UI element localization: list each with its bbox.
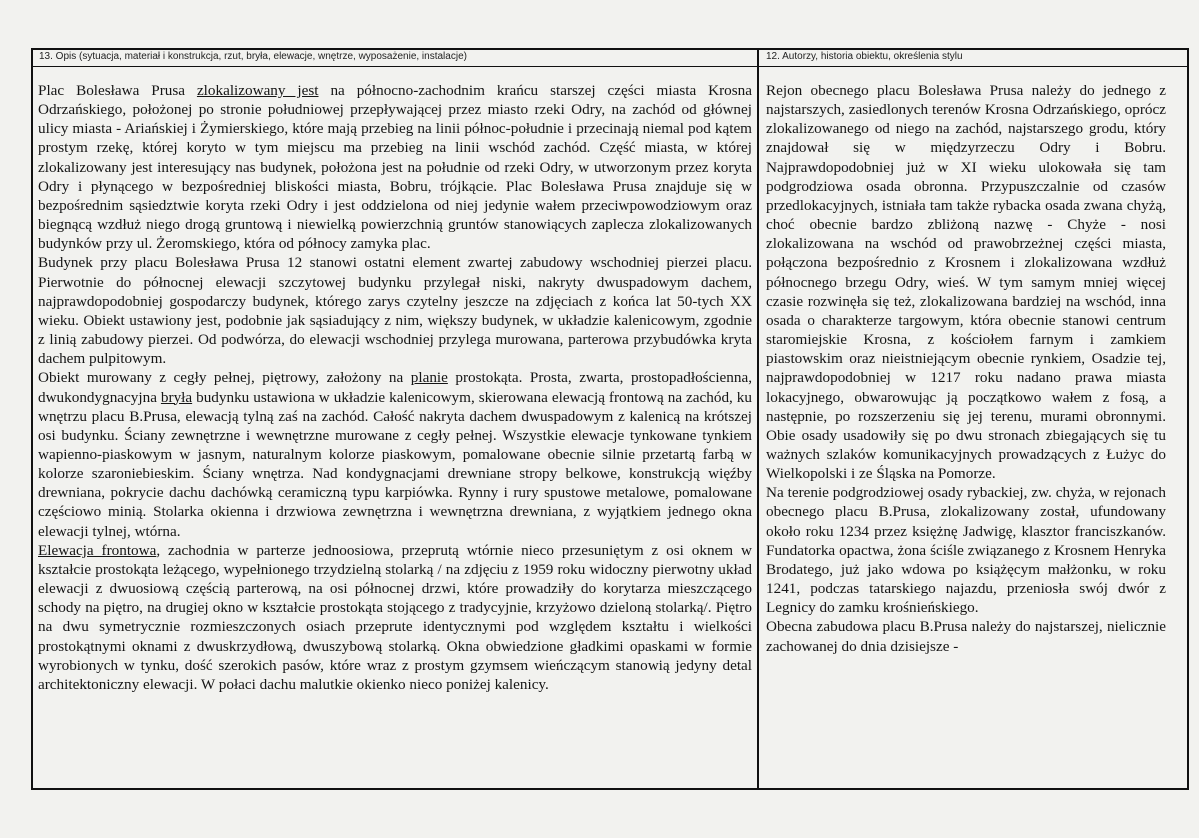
text-run: prostokąta. Prosta, zwarta, prostopadłościenna, dwukondygnacyjna: [38, 369, 753, 406]
description-column: [38, 81, 752, 694]
text-run: Obiekt murowany z cegły pełnej, piętrowy, założony na: [38, 369, 411, 387]
history-paragraph-3: Obecna zabudowa placu B.Prusa należy do najstarszej, nielicznie zachowanej do dnia dzisiejsze -: [766, 618, 1166, 655]
building-paragraph: Budynek przy placu Bolesława Prusa 12 stanowi ostatni element zwartej zabudowy wschodniej pierzei placu. Pierwotnie do północnej elewacji szczytowej budynku przylegał niski, nakryty dwuspadowym dachem, najprawdopodobniej gospodarczy budynek, którego zarys czytelny jeszcze na zdjęciach z końca lat 50-tych XX wieku. Obiekt ustawiony jest, podobnie jak sąsiadujący z nim, większy budynek, w układzie kalenicowym, zgodnie z linią zabudowy pierzei. Od podwórza, do elewacji wschodniej przylega murowana, parterowa przybudówka kryta dachem pulpitowym.: [38, 254, 752, 368]
underlined-term: Elewacja frontowa: [38, 541, 157, 559]
description-section-header: 13. Opis (sytuacja, materiał i konstrukcja, rzut, bryła, elewacje, wnętrze, wyposażenie, instalacje): [39, 51, 467, 62]
header-rule: [33, 66, 1187, 67]
text-run: na północno-zachodnim krańcu starszej części miasta Krosna Odrzańskiego, położonej po stronie południowej przepływającej przez miasto rzeki Odry, na zachód od głównej ulicy miasta - Ariańskiej i Żymierskiego, które mają przebieg na linii północ-południe i przecinają niemal pod kątem prostym rzekę, której koryto w tym miejscu ma przebieg na linii wschód zachód. Część miasta, w której zlokalizowany jest interesujący nas budynek, położona jest na południe od rzeki Odry, w utworzonym przez koryta Odry i płynącego w bezpośredniej bliskości miasta, Bobru, trójkącie. Plac Bolesława Prusa znajduje się w bezpośrednim sąsiedztwie koryta rzeki Odry i jest oddzielona od niej jedynie wałem przeciwpowodziowym oraz biegnącą wzdłuż niego drogą gruntową i niewielką powierzchnią gruntów stanowiących zaplecza zlokalizowanych budynków przy ul. Żeromskiego, która od północy zamyka plac.: [38, 82, 752, 253]
text-run: , zachodnia w parterze jednoosiowa, przeprutą wtórnie nieco przesuniętym z osi oknem w kształcie prostokąta leżącego, wypełnionego trzydzielną stolarką / na zdjęciu z 1959 roku widoczny pierwotny układ elewacji z dwuosiową częścią parterową, na osi północnej drzwi, które prowadziły do korytarza mieszczącego schody na piętro, na drugiej okno w kształcie prostokąta stojącego z tradycyjnie, krzyżowo dzieloną stolarką/. Piętro na dwu symetrycznie rozmieszczonych osiach przeprute identycznymi pod względem kształtu i wielkości prostokątnymi oknami z dwuskrzydłową, dwuszybową stolarką. Okna obwiedzione gładkimi opaskami w formie wyrobionych w tynku, dość szerokich pasów, które wraz z prostym gzymsem wieńczącym stanowią jedyny detal architektoniczny elewacji. W połaci dachu malutkie okienko nieco poniżej kalenicy.: [38, 541, 752, 693]
underlined-term: zlokalizowany jest: [196, 82, 319, 99]
front-elevation-paragraph: [38, 541, 752, 694]
construction-paragraph: [38, 368, 752, 540]
history-paragraph-2: Na terenie podgrodziowej osady rybackiej, zw. chyża, w rejonach obecnego placu B.Prusa, zlokalizowany został, ufundowany około roku 1234 przez księżnę Jadwigę, klasztor franciszkanów. Fundatorka opactwa, żona ściśle związanego z Krosnem Henryka Brodatego, już jako wdowa po książęcym małżonku, w roku 1241, podczas tatarskiego najazdu, przeniosła swój dwór z Legnicy do zamku krośnieńskiego.: [766, 484, 1166, 617]
column-divider: [757, 50, 759, 788]
location-paragraph: [38, 81, 752, 253]
history-paragraph-1: Rejon obecnego placu Bolesława Prusa należy do jednego z najstarszych, zasiedlonych terenów Krosna Odrzańskiego, oprócz zlokalizowanego od niego na zachód, najstarszego grodu, który znajdował się w międzyrzeczu Odry i Bobru. Najprawdopodobniej już w XI wieku ulokowała się tam podgrodziowa osada obronna. Przypuszczalnie od czasów przedlokacyjnych, istniała tam także rybacka osada zwana chyżą, choć obecnie bardzo zbliżoną nazwę - Chyże - nosi zlokalizowana na wschód od prawobrzeżnej części miasta, połączona bezpośrednio z Krosnem i zlokalizowana wzdłuż północnego brzegu Odry, wieś. W tym samym mniej więcej czasie rozwinęła się też, zlokalizowana bardziej na wschód, inna osada o charakterze targowym, która obecnie stanowi centrum staromiejskie Krosna, z kościołem farnym i zamkiem piastowskim oraz nieistniejącym obecnie rynkiem, Osadzie tej, najprawdopodobniej w 1217 roku nadano prawa miasta lokacyjnego, obwarowując ją początkowo wałem z fosą, a następnie, po rozszerzeniu się jej terenu, murami obronnymi. Obie osady usadowiły się po dwu stronach zbiegających się tu ważnych szlaków komunikacyjnych prowadzących z Łużyc do Wielkopolski i ze Śląska na Pomorze.: [766, 82, 1166, 483]
text-run: Plac Bolesława Prusa: [38, 82, 197, 99]
form-table: [31, 48, 1189, 790]
text-run: budynku ustawiona w układzie kalenicowym, skierowana elewacją frontową na zachód, ku wnętrzu placu B.Prusa, elewacją tylną zaś na zachód. Całość nakryta dachem dwuspadowym z kalenicą na krótszej osi budynku. Ściany zewnętrzne i wewnętrzne murowane z cegły pełnej. Wszystkie elewacje tynkowane tynkiem wapienno-piaskowym w jasnym, naturalnym kolorze piaskowym, pomalowane obecnie silnie przetartą farbą w kolorze szaroniebieskim. Ściany wnętrza. Nad kondygnacjami drewniane stropy belkowe, konstrukcją więźby drewniana, pokrycie dachu dachówką ceramiczną typu karpiówka. Rynny i rury spustowe metalowe, pomalowane częściowo minią. Stolarka okienna i drzwiowa zewnętrzna i wewnętrzna drewniana, z wyjątkiem jednego okna elewacji tylnej, wtórna.: [38, 388, 752, 540]
underlined-term: planie: [410, 369, 448, 387]
history-section-header: 12. Autorzy, historia obiektu, określenia stylu: [766, 51, 963, 62]
underlined-term: bryła: [160, 388, 193, 406]
history-column: [766, 81, 1166, 656]
